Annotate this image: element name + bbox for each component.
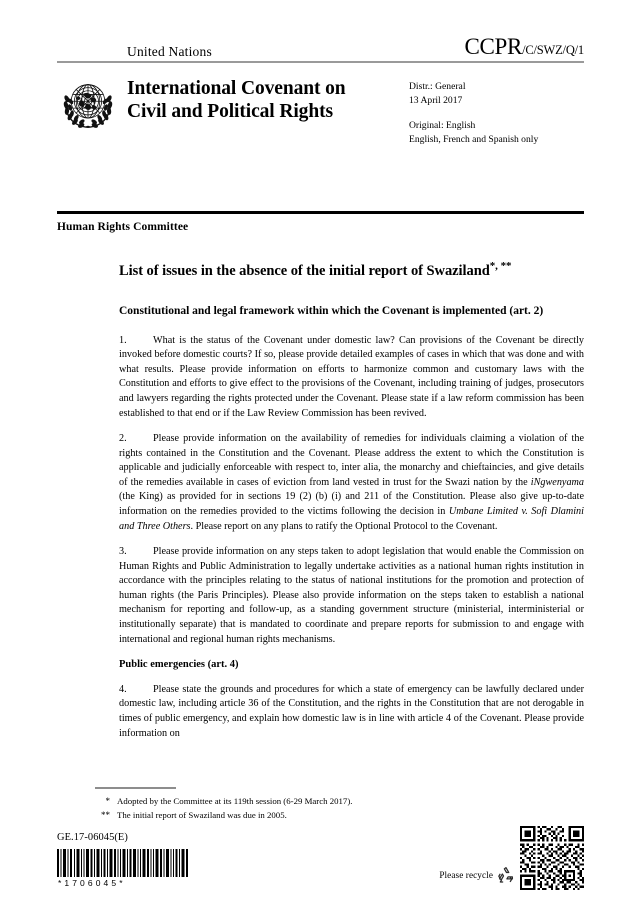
section-divider-rule: [57, 211, 584, 214]
header-top-row: [57, 36, 584, 58]
content-indent-block: [119, 259, 584, 741]
paragraph-3-text: Please provide information on any steps taken to adopt legislation that would enable the Commission on Human Rights and Public Administration to legally undertake activities as a national human rights institution in accordance with the principles relating to the status of national institutions for the promotion and protection of human rights (the Paris Principles). Please also provide information on the steps taken to establish a national mechanism for reporting and follow-up, as a standing government structure (ministerial, interministerial or institutionally separate) that is mandated to coordinate and prepare reports for submission to and engage with international and regional human rights mechanisms.: [119, 546, 584, 645]
footnote-item: [86, 795, 556, 809]
distribution-block: [409, 80, 584, 107]
paragraph-2-text-part3: . Please report on any plans to ratify the Optional Protocol to the Covenant.: [190, 520, 498, 532]
document-symbol-suffix: /C/SWZ/Q/1: [522, 43, 584, 57]
document-number: GE.17-06045(E): [57, 832, 128, 843]
footnote-text: The initial report of Swaziland was due in 2005.: [117, 809, 287, 820]
available-languages: English, French and Spanish only: [409, 133, 539, 145]
paragraph-1: [119, 334, 584, 421]
paragraph-3: [119, 545, 584, 647]
paragraph-2-italic-case-name: Umbane Limited v. Sofi Dlamini and Three Others: [119, 506, 584, 532]
paragraph-4: [119, 683, 584, 741]
page-title-footnote-marks: *, **: [489, 260, 512, 272]
paragraph-2: [119, 432, 584, 534]
distribution-info: [409, 72, 584, 158]
original-language: Original: English: [409, 120, 476, 132]
section-heading-constitutional: Constitutional and legal framework within which the Covenant is implemented (art. 2): [119, 305, 544, 318]
language-block: [409, 119, 584, 146]
united-nations-emblem: [57, 74, 119, 136]
document-date: 13 April 2017: [409, 94, 463, 106]
footnote-item: [86, 809, 556, 823]
document-content: [57, 221, 584, 752]
qr-code: [520, 826, 584, 890]
distribution-label: Distr.: General: [409, 81, 466, 92]
paragraph-3-number: 3.: [119, 546, 127, 558]
paragraph-4-text: Please state the grounds and procedures for which a state of emergency can be lawfully declared under domestic law, including article 36 of the Constitution, and the rights in the Constitution that are not derogable in times of public emergency, and explain how domestic law is in line with article 4 of the Covenant. Please provide information on: [119, 683, 584, 739]
section-heading-public-emergencies: Public emergencies (art. 4): [119, 659, 239, 671]
barcode: [57, 849, 189, 877]
covenant-title: [127, 78, 409, 124]
organization-name: United Nations: [127, 43, 212, 59]
footnote-text: Adopted by the Committee at its 119th session (6-29 March 2017).: [117, 796, 353, 806]
header-main-row: [57, 72, 584, 158]
covenant-title-line1: International Covenant on: [127, 78, 346, 99]
recycle-notice: [439, 865, 520, 890]
committee-name: Human Rights Committee: [57, 221, 189, 233]
page-title: [119, 259, 584, 280]
barcode-number: *1706045*: [58, 878, 126, 888]
footer-left: [57, 832, 189, 888]
document-title-container: [127, 72, 409, 158]
paragraph-4-number: 4.: [119, 683, 127, 695]
document-header: [57, 36, 584, 158]
document-symbol: [464, 35, 584, 58]
paragraph-2-italic-ingwenyama: iNgwenyama: [530, 476, 584, 488]
emblem-container: [57, 72, 127, 158]
footer-right: [439, 826, 584, 890]
recycle-icon: [496, 865, 516, 885]
footnote-mark: *: [105, 796, 110, 806]
document-symbol-main: CCPR: [464, 34, 523, 59]
footnote-mark: **: [101, 809, 110, 820]
paragraph-1-number: 1.: [119, 334, 127, 346]
paragraph-2-text-part1: Please provide information on the availability of remedies for individuals claiming a violation of the rights contained in the Constitution and the Covenant. Please address the extent to which the Constitution is applicable and judicially enforceable with respect to, inter alia, the monarchy and chieftaincies, and give details of the remedies available in cases of eviction from land vested in trust for the Swazi nation by the: [119, 433, 584, 488]
header-divider-rule: [57, 61, 584, 63]
covenant-title-line2: Civil and Political Rights: [127, 100, 333, 122]
paragraph-2-text-part2: (the King) as provided for in sections 19 (2) (b) (i) and 211 of the Constitution. Please also give up-to-date information on the remedies provided to the victims following the decision in: [119, 491, 584, 518]
page-title-text: List of issues in the absence of the initial report of Swaziland: [119, 262, 490, 279]
footnotes-container: [86, 795, 556, 822]
footnote-separator-rule: [95, 787, 176, 789]
paragraph-2-number: 2.: [119, 433, 127, 445]
recycle-label: Please recycle: [439, 870, 493, 880]
paragraph-1-text: What is the status of the Covenant under domestic law? Can provisions of the Covenant be directly invoked before domestic courts? If so, please provide detailed examples of cases in which that was done and with what results. Please provide information on efforts to harmonize common and customary laws with the Constitution and efforts to give effect to the provisions of the Covenant, including training of judges, prosecutors and lawyers regarding the rights protected under the Covenant. Please state if a law reform commission has been established to that end or if the Law Review Commission has been revived.: [119, 334, 584, 419]
